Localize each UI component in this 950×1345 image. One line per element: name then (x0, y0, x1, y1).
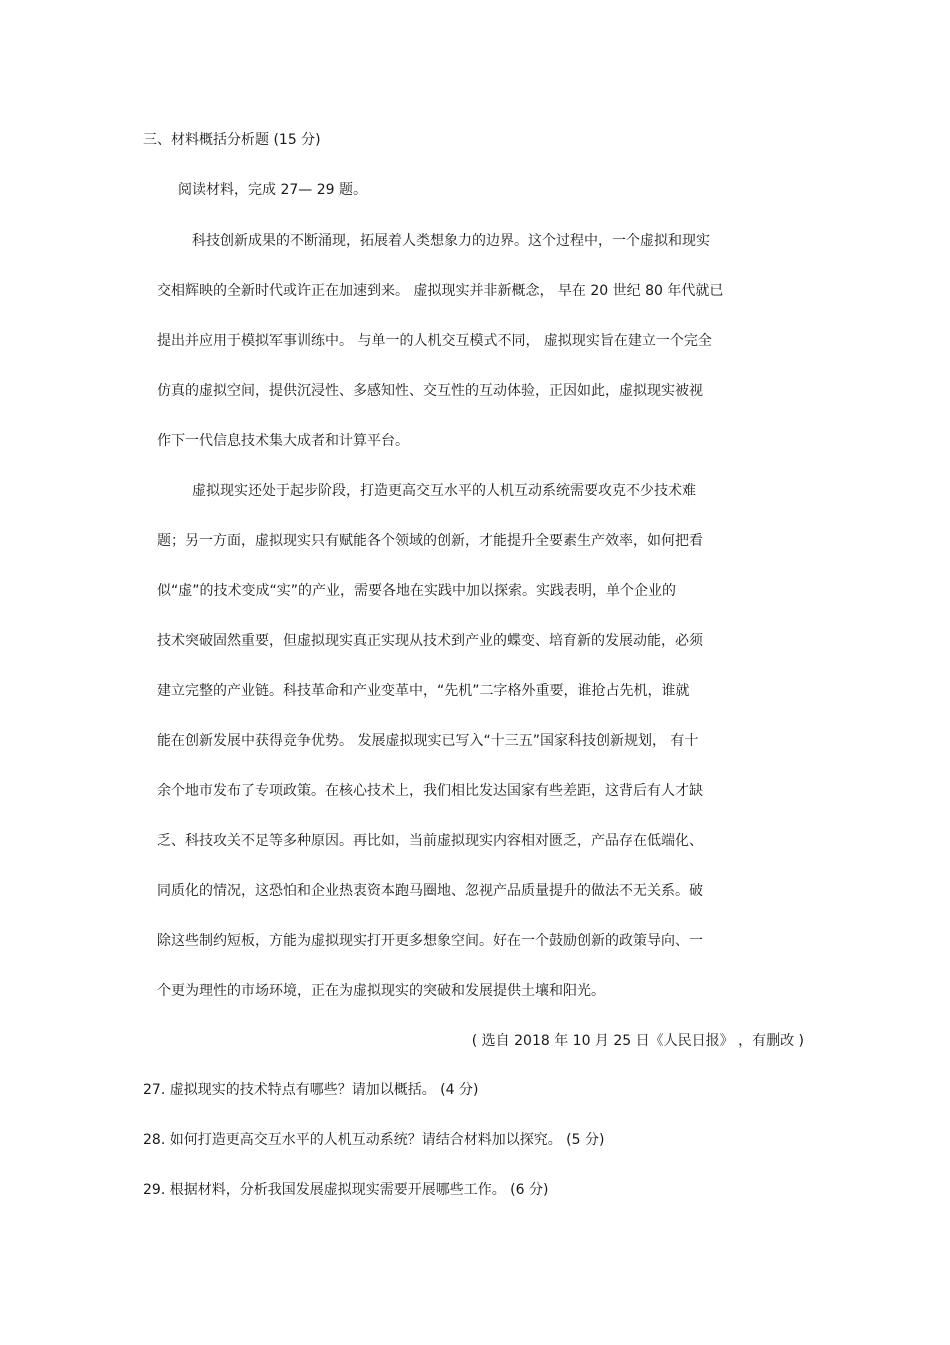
question-29: 29. 根据材料，分析我国发展虚拟现实需要开展哪些工作。 (6 分) (143, 1182, 549, 1198)
passage-line: 提出并应用于模拟军事训练中。 与单一的人机交互模式不同， 虚拟现实旨在建立一个完全 (157, 333, 712, 349)
question-28: 28. 如何打造更高交互水平的人机互动系统？请结合材料加以探究。 (5 分) (143, 1132, 605, 1148)
passage-line: 除这些制约短板，方能为虚拟现实打开更多想象空间。好在一个鼓励创新的政策导向、一 (157, 933, 703, 949)
passage-line: 科技创新成果的不断涌现，拓展着人类想象力的边界。这个过程中，一个虚拟和现实 (192, 233, 710, 249)
passage-line: 建立完整的产业链。科技革命和产业变革中，“先机”二字格外重要，谁抢占先机，谁就 (157, 683, 690, 699)
question-27: 27. 虚拟现实的技术特点有哪些？请加以概括。 (4 分) (143, 1082, 479, 1098)
passage-line: 能在创新发展中获得竞争优势。 发展虚拟现实已写入“十三五”国家科技创新规划， 有十 (157, 733, 699, 749)
passage-line: 技术突破固然重要，但虚拟现实真正实现从技术到产业的蝶变、培育新的发展动能，必须 (157, 633, 703, 649)
passage-line: 个更为理性的市场环境，正在为虚拟现实的突破和发展提供土壤和阳光。 (157, 983, 605, 999)
passage-line: 乏、科技攻关不足等多种原因。再比如，当前虚拟现实内容相对匮乏，产品存在低端化、 (157, 833, 703, 849)
source-citation: ( 选自 2018 年 10 月 25 日《人民日报》 ，有删改 ) (471, 1033, 804, 1049)
passage-line: 交相辉映的全新时代或许正在加速到来。 虚拟现实并非新概念， 早在 20 世纪 80 年代就已 (157, 283, 724, 299)
passage-line: 似“虚”的技术变成“实”的产业，需要各地在实践中加以探索。实践表明，单个企业的 (157, 583, 677, 599)
passage-line: 同质化的情况，这恐怕和企业热衷资本跑马圈地、忽视产品质量提升的做法不无关系。破 (157, 883, 703, 899)
passage-line: 余个地市发布了专项政策。在核心技术上，我们相比发达国家有些差距，这背后有人才缺 (157, 783, 703, 799)
reading-instruction: 阅读材料，完成 27— 29 题。 (178, 182, 367, 198)
passage-line: 题；另一方面，虚拟现实只有赋能各个领域的创新，才能提升全要素生产效率，如何把看 (157, 533, 703, 549)
passage-line: 仿真的虚拟空间，提供沉浸性、多感知性、交互性的互动体验，正因如此，虚拟现实被视 (157, 383, 703, 399)
passage-line: 作下一代信息技术集大成者和计算平台。 (157, 433, 409, 449)
passage-line: 虚拟现实还处于起步阶段，打造更高交互水平的人机互动系统需要攻克不少技术难 (192, 483, 696, 499)
section-heading: 三、材料概括分析题 (15 分) (143, 132, 321, 148)
